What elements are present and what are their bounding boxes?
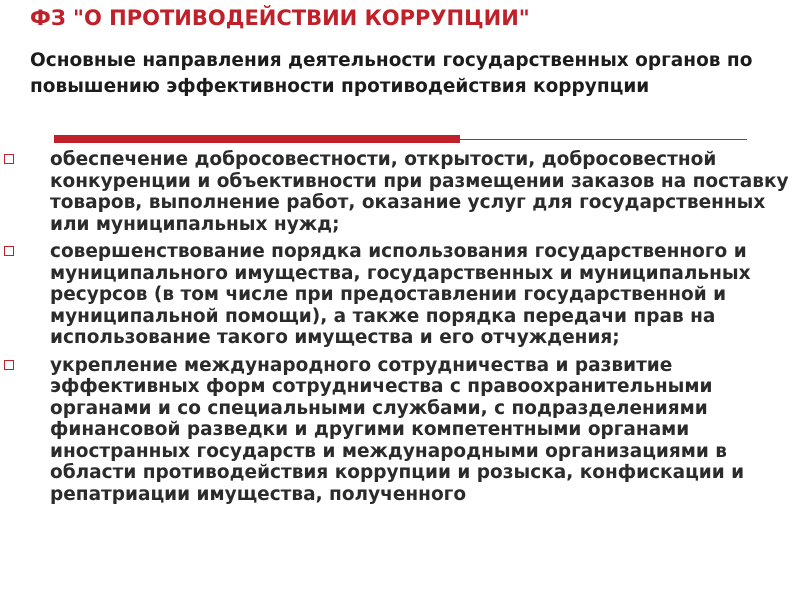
list-item xyxy=(0,241,800,349)
divider-accent-bar xyxy=(54,135,460,143)
hollow-square-bullet-icon xyxy=(4,246,14,256)
list-item xyxy=(0,355,800,506)
list-item-text: обеспечение добросовестности, открытости, добросовестной конкуренции и объективности при размещении заказов на поставку товаров, выполнение работ, оказание услуг для государственных или муниципальных нужд; xyxy=(50,149,789,235)
list-item-text: совершенствование порядка использования государственного и муниципального имущества, государственных и муниципальных ресурсов (в том числе при предоставлении государственной и муниципальной помощи), а также порядка передачи прав на использование такого имущества и его отчуждения; xyxy=(50,241,751,348)
slide-title: ФЗ "О ПРОТИВОДЕЙСТВИИ КОРРУПЦИИ" xyxy=(30,6,530,30)
hollow-square-bullet-icon xyxy=(4,154,14,164)
bullet-list xyxy=(0,149,800,511)
slide-subtitle: Основные направления деятельности государственных органов по повышению эффективности противодействия коррупции xyxy=(30,50,753,97)
hollow-square-bullet-icon xyxy=(4,360,14,370)
list-item xyxy=(0,149,800,235)
list-item-text: укрепление международного сотрудничества и развитие эффективных форм сотрудничества с правоохранительными органами и со специальными службами, с подразделениями финансовой разведки и другими компетентными органами иностранных государств и международными организациями в области противодействия коррупции и розыска, конфискации и репатриации имущества, полученного xyxy=(50,354,745,505)
